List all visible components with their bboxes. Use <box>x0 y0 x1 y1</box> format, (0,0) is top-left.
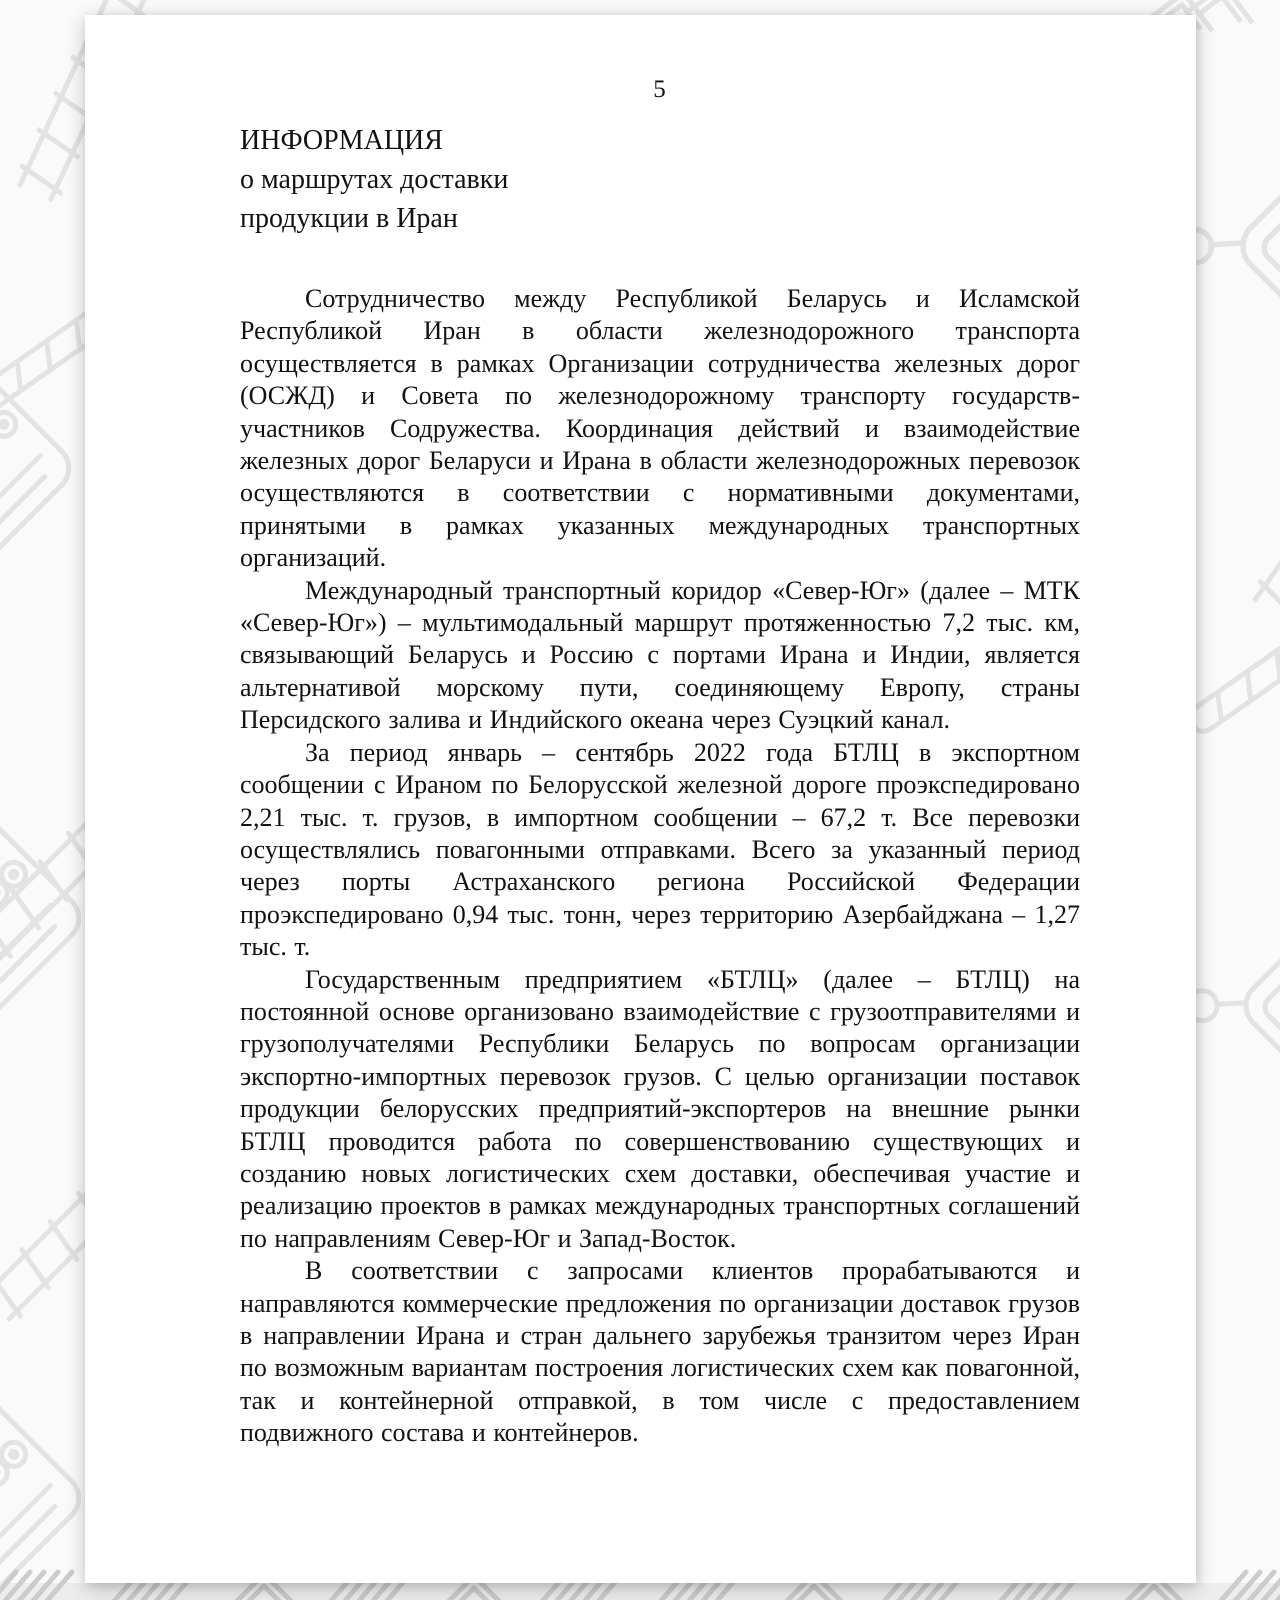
document-title-line-3: продукции в Иран <box>240 203 458 234</box>
tram-front-icon <box>0 1331 89 1600</box>
bottom-band <box>0 1583 1280 1600</box>
document-title <box>240 121 1080 238</box>
paragraph: В соответствии с запросами клиентов прорабатываются и направляются коммерческие предложения по организации доставок грузов в направлении Ирана и стран дальнего зарубежья транзитом через Иран по возможным вариантам построения логистических схем как повагонной, так и контейнерной отправкой, в том числе с предоставлением подвижного состава и контейнеров. <box>240 1256 1080 1448</box>
document-title-line-1: ИНФОРМАЦИЯ <box>240 125 443 156</box>
tram-front-icon <box>0 751 89 1054</box>
paragraph: За период январь – сентябрь 2022 года БТЛЦ в экспортном сообщении с Ираном по Белорусской железной дороге проэкспедировано 2,21 тыс. т. грузов, в импортном сообщении – 67,2 т. Все перевозки осуществлялись повагонными отправками. Всего за указанный период через порты Астраханского региона Российской Федерации проэкспедировано 0,94 тыс. тонн, через территорию Азербайджана – 1,27 тыс. т. <box>240 737 1080 962</box>
document-title-line-2: о маршрутах доставки <box>240 164 509 195</box>
paragraph: Международный транспортный коридор «Север-Юг» (далее – МТК «Север-Юг») – мультимодальный маршрут протяженностью 7,2 тыс. км, связывающий Беларусь и Россию с портами Ирана и Индии, является альтернативой морскому пути, соединяющему Европу, страны Персидского залива и Индийского океана через Суэцкий канал. <box>240 575 1080 735</box>
crossing-barrier-icon <box>1185 587 1280 737</box>
document-body <box>240 283 1080 1450</box>
paragraph: Сотрудничество между Республикой Беларусь и Исламской Республикой Иран в области железнодорожного транспорта осуществляется в рамках Организации сотрудничества железных дорог (ОСЖД) и Совета по железнодорожному транспорту государств-участников Содружества. Координация действий и взаимодействие железных дорог Беларуси и Ирана в области железнодорожных перевозок осуществляются в соответствии с нормативными документами, принятыми в рамках указанных международных транспортных организаций. <box>240 284 1080 573</box>
document-page <box>85 15 1196 1583</box>
railway-track-icon <box>1250 416 1280 623</box>
page-number: 5 <box>653 76 667 103</box>
paragraph: Государственным предприятием «БТЛЦ» (далее – БТЛЦ) на постоянной основе организовано взаимодействие с грузоотправителями и грузополучателями Республики Беларусь по вопросам организации экспортно-импортных перевозок грузов. С целью организации поставок продукции белорусских предприятий-экспортеров на внешние рынки БТЛЦ проводится работа по совершенствованию существующих и созданию новых логистических схем доставки, обеспечивая участие и реализацию проектов в рамках международных транспортных соглашений по направлениям Север-Юг и Запад-Восток. <box>240 964 1080 1253</box>
